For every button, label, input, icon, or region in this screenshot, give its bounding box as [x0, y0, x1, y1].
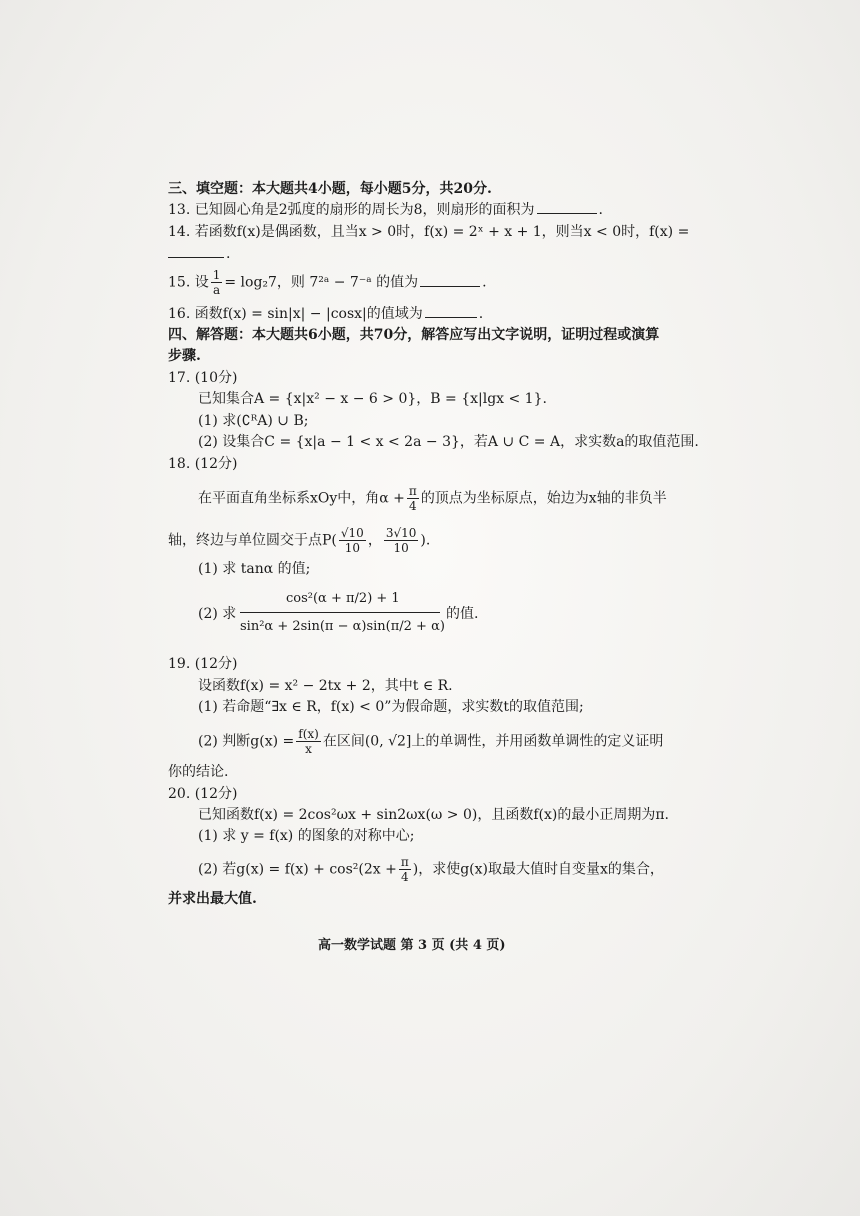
question-17-stem: 已知集合A = {x|x² − x − 6 > 0}，B = {x|lgx < 1}.	[198, 391, 547, 407]
question-18-stem-line2: 轴，终边与单位圆交于点P( $\frac{√10}{10}$ ， $\frac{3√10}{10}$ ).	[168, 526, 431, 555]
question-20-part2-cont: 并求出最大值.	[168, 891, 257, 907]
question-18-part1: (1) 求 tanα 的值;	[198, 561, 311, 577]
section-answer-title-cont: 步骤.	[168, 348, 201, 364]
question-19-part2-cont: 你的结论.	[168, 764, 229, 780]
question-15: 15. 设 $\frac{1}{a}$ = log₂7，则 7²ᵃ − 7⁻ᵃ 的值为 .	[168, 268, 487, 297]
question-18-part2-numerator: cos²(α + π/2) + 1	[286, 591, 400, 606]
page-footer: 高一数学试题 第 3 页 (共 4 页)	[318, 938, 506, 953]
question-19-part2: (2) 判断g(x) = $\frac{f(x)}{x}$ 在区间(0, √2]上的单调性，并用函数单调性的定义证明	[198, 727, 664, 756]
question-17-part1: (1) 求(∁ᴿA) ∪ B;	[198, 413, 309, 429]
question-18-fraction-bar	[240, 612, 440, 613]
question-17-header: 17. (10分)	[168, 370, 238, 386]
question-13: 13. 已知圆心角是2弧度的扇形的周长为8，则扇形的面积为 .	[168, 202, 603, 218]
question-18-part2-prefix: (2) 求	[198, 606, 237, 622]
question-17-part2: (2) 设集合C = {x|a − 1 < x < 2a − 3}，若A ∪ C = A，求实数a的取值范围.	[198, 434, 699, 450]
question-20-part2: (2) 若g(x) = f(x) + cos²(2x + $\frac{\pi}{4}$ )，求使g(x)取最大值时自变量x的集合，	[198, 855, 664, 884]
question-20-stem: 已知函数f(x) = 2cos²ωx + sin2ωx(ω > 0)，且函数f(x)的最小正周期为π.	[198, 807, 669, 823]
question-20-header: 20. (12分)	[168, 786, 238, 802]
question-14-blank: .	[168, 245, 230, 263]
question-20-part1: (1) 求 y = f(x) 的图象的对称中心;	[198, 828, 415, 844]
question-18-header: 18. (12分)	[168, 456, 238, 472]
question-18-stem-line1: 在平面直角坐标系xOy中，角α + $\frac{\pi}{4}$ 的顶点为坐标原点，始边为x轴的非负半	[198, 484, 667, 513]
question-19-header: 19. (12分)	[168, 656, 238, 672]
section-fill-in-title: 三、填空题：本大题共4小题，每小题5分，共20分.	[168, 181, 492, 197]
section-answer-title: 四、解答题：本大题共6小题，共70分，解答应写出文字说明，证明过程或演算	[168, 327, 660, 343]
question-19-part1: (1) 若命题“∃x ∈ R，f(x) < 0”为假命题，求实数t的取值范围;	[198, 699, 584, 715]
question-18-part2-suffix: 的值.	[446, 606, 479, 622]
question-19-stem: 设函数f(x) = x² − 2tx + 2，其中t ∈ R.	[198, 678, 453, 694]
question-16: 16. 函数f(x) = sin|x| − |cosx|的值域为 .	[168, 306, 484, 322]
question-18-part2-denominator: sin²α + 2sin(π − α)sin(π/2 + α)	[240, 619, 445, 634]
question-14: 14. 若函数f(x)是偶函数，且当x > 0时，f(x) = 2ˣ + x + 1，则当x < 0时，f(x) =	[168, 224, 690, 240]
